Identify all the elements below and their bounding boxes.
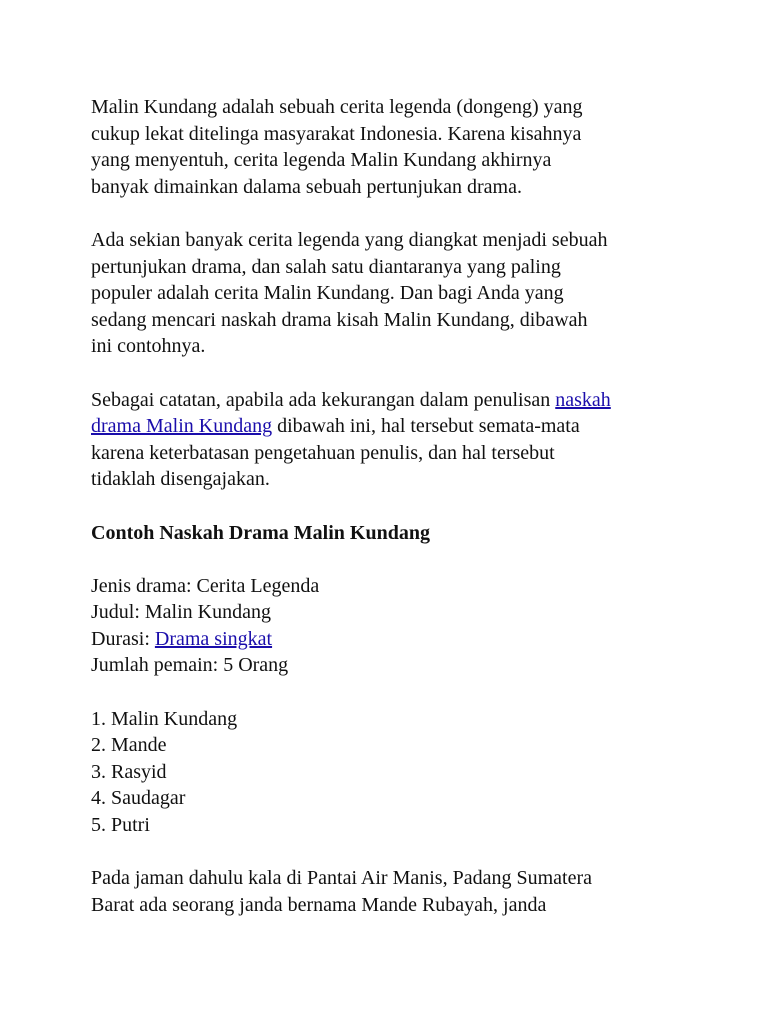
text-line <box>91 387 711 414</box>
list-item: 4. Saudagar <box>91 787 186 810</box>
info-duration <box>91 626 711 653</box>
text-line: Malin Kundang adalah sebuah cerita legenda (dongeng) yang <box>91 96 583 118</box>
section-heading: Contoh Naskah Drama Malin Kundang <box>91 521 430 544</box>
drama-info <box>91 573 711 679</box>
drama-singkat-link[interactable]: Drama singkat <box>154 627 273 650</box>
text-segment: Sebagai catatan, apabila ada kekurangan dalam penulisan <box>91 388 556 411</box>
list-item: 1. Malin Kundang <box>91 707 238 730</box>
text-line: yang menyentuh, cerita legenda Malin Kundang akhirnya <box>91 149 552 172</box>
list-item: 3. Rasyid <box>91 760 167 783</box>
text-line <box>91 413 711 440</box>
naskah-drama-link-part-1[interactable]: naskah <box>555 388 611 411</box>
text-line: populer adalah cerita Malin Kundang. Dan bagi Anda yang <box>91 282 564 305</box>
duration-label: Durasi: <box>91 627 155 650</box>
naskah-drama-link-part-2[interactable]: drama Malin Kundang <box>91 415 273 438</box>
text-line: banyak dimainkan dalama sebuah pertunjukan drama. <box>91 175 522 198</box>
list-item: 5. Putri <box>91 814 150 837</box>
text-line: sedang mencari naskah drama kisah Malin Kundang, dibawah <box>91 308 588 331</box>
text-segment: dibawah ini, hal tersebut semata-mata <box>272 415 580 438</box>
text-line: pertunjukan drama, dan salah satu diantaranya yang paling <box>91 255 561 278</box>
intro-paragraph-3 <box>91 387 711 493</box>
list-item: 2. Mande <box>91 734 167 757</box>
document-body <box>91 94 711 945</box>
text-line: Pada jaman dahulu kala di Pantai Air Manis, Padang Sumatera <box>91 867 592 890</box>
info-genre: Jenis drama: Cerita Legenda <box>91 574 320 597</box>
intro-paragraph-2 <box>91 227 711 360</box>
text-line: cukup lekat ditelinga masyarakat Indonesia. Karena kisahnya <box>91 122 582 145</box>
cast-list <box>91 706 711 839</box>
text-line: Barat ada seorang janda bernama Mande Rubayah, janda <box>91 893 547 916</box>
text-line: tidaklah disengajakan. <box>91 468 270 491</box>
text-line: Ada sekian banyak cerita legenda yang diangkat menjadi sebuah <box>91 228 608 251</box>
info-player-count: Jumlah pemain: 5 Orang <box>91 654 289 677</box>
intro-paragraph-1 <box>91 94 711 200</box>
story-opening <box>91 865 711 918</box>
text-line: ini contohnya. <box>91 335 206 358</box>
info-title: Judul: Malin Kundang <box>91 601 271 624</box>
text-line: karena keterbatasan pengetahuan penulis, dan hal tersebut <box>91 441 555 464</box>
